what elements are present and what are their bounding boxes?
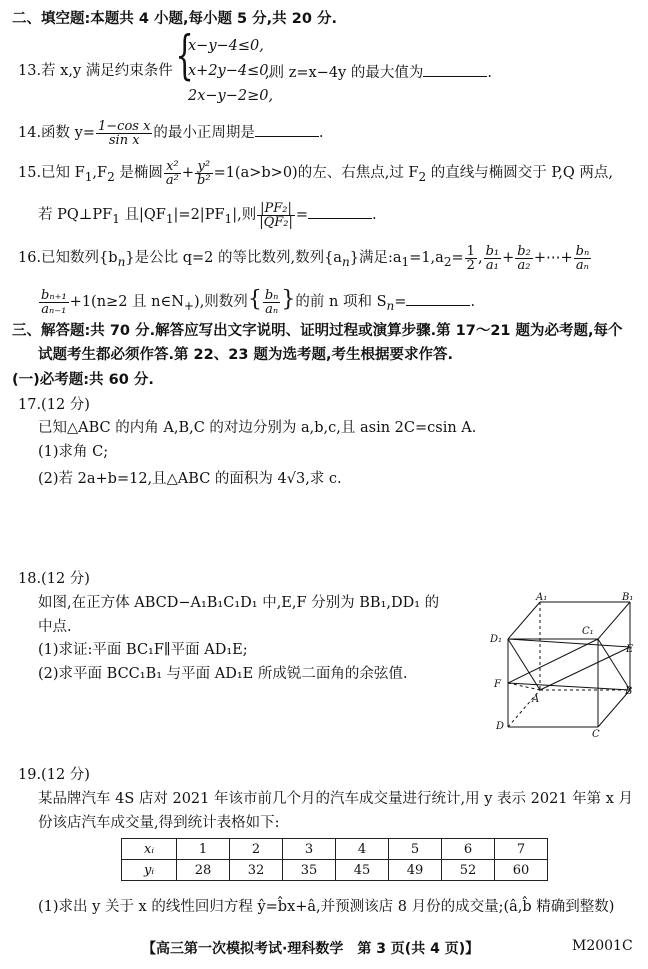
table-cell: 3 <box>283 839 336 860</box>
q17-stem: 已知△ABC 的内角 A,B,C 的对边分别为 a,b,c,且 asin 2C=csin A. <box>38 420 477 436</box>
q18-part-2: (2)求平面 BCC₁B₁ 与平面 AD₁E 所成锐二面角的余弦值. <box>38 666 408 682</box>
q19-data-table <box>121 838 548 881</box>
q13-lead: 13.若 x,y 满足约束条件 <box>18 63 173 79</box>
q19-part-1: (1)求出 y 关于 x 的线性回归方程 ŷ=b̂x+â,并预测该店 8 月份的成交量;(â,b̂ 精确到整数) <box>38 899 615 915</box>
section2-header: 二、填空题:本题共 4 小题,每小题 5 分,共 20 分. <box>12 11 337 27</box>
cube-figure <box>488 592 638 737</box>
q14-fraction: $\frac{\text{1−cos x}}{\text{sin x}}$ <box>98 118 151 148</box>
table-header-y: yᵢ <box>122 860 177 881</box>
table-cell: 2 <box>230 839 283 860</box>
table-cell: 7 <box>495 839 548 860</box>
q18-number: 18.(12 分) <box>18 571 90 587</box>
section3-header-1: 三、解答题:共 70 分.解答应写出文字说明、证明过程或演算步骤.第 17～21 题为必考题,每个 <box>12 323 623 339</box>
table-header-x: xᵢ <box>122 839 177 860</box>
q13-tail: ,则 z=x−4y 的最大值为 . <box>265 62 492 82</box>
table-cell: 60 <box>495 860 548 881</box>
q19-number: 19.(12 分) <box>18 767 90 783</box>
section3-header-2: 试题考生都必须作答.第 22、23 题为选考题,考生根据要求作答. <box>38 347 453 363</box>
q13-brace: { <box>175 26 194 86</box>
q15-line-2: 若 $PQ\perp PF_1$ 且$|QF_1|=2|PF_1|$,则 $\frac{\text{|PF₂|}}{\text{|QF₂|}}$ = . <box>38 200 377 230</box>
q18-stem-1: 如图,在正方体 ABCD−A₁B₁C₁D₁ 中,E,F 分别为 BB₁,DD₁ 的 <box>38 595 440 611</box>
answer-blank <box>308 204 372 219</box>
label-a1: A₁ <box>536 592 548 603</box>
q13-constraint-2: x+2y−4≤0, <box>188 63 274 79</box>
q16-line-1: 16.已知数列$\{b_n\}$是公比 q=2 的等比数列,数列$\{a_n\}$满足$:a_1=1,a_2=$ $\frac{1}{2}$ , $\frac{\text{b₁}}{\text{a₁}}$ + $\frac{\text{b₂}}{\text{a₂}}$ +⋯+ $\frac{\text{bₙ}}{\text{aₙ}}$ <box>18 243 590 273</box>
q13-constraint-1: x−y−4≤0, <box>188 38 264 54</box>
table-cell: 4 <box>336 839 389 860</box>
answer-blank <box>423 62 487 77</box>
label-f: F <box>494 679 501 690</box>
table-cell: 28 <box>177 860 230 881</box>
q15-line-1: 15.已知 $F_1,F_2$ 是椭圆 $\frac{\text{x²}}{\text{a²}}$ + $\frac{\text{y²}}{\text{b²}}$ =1(a>b>0)的左、右焦点,过 $F_2$ 的直线与椭圆交于 P,Q 两点, <box>18 158 613 188</box>
table-cell: 5 <box>389 839 442 860</box>
label-d: D <box>496 721 505 732</box>
q19-stem-1: 某品牌汽车 4S 店对 2021 年该市前几个月的汽车成交量进行统计,用 y 表示 2021 年第 x 月 <box>38 791 634 807</box>
answer-blank <box>406 291 470 306</box>
q14-line: 14.函数 y= $\frac{\text{1−cos x}}{\text{sin x}}$ 的最小正周期是 . <box>18 118 324 148</box>
section3-subheader: (一)必考题:共 60 分. <box>12 372 154 388</box>
q16-line-2: $\frac{\text{bₙ₊₁}}{\text{aₙ₋₁}}$ +1(n≥2 且 $n\in N_+$),则数列{ $\frac{\text{bₙ}}{\text{aₙ}}$ }的前 n 项和 $S_n=$ . <box>41 287 476 317</box>
paper-code: M2001C <box>572 938 633 954</box>
q18-stem-2: 中点. <box>38 619 72 635</box>
label-d1: D₁ <box>490 634 503 645</box>
label-a: A <box>532 694 540 705</box>
page-footer: 【高三第一次模拟考试·理科数学 第 3 页(共 4 页)】 <box>142 941 480 957</box>
label-c1: C₁ <box>582 626 594 637</box>
label-c: C <box>592 729 600 737</box>
table-cell: 45 <box>336 860 389 881</box>
table-row-y <box>122 860 548 881</box>
table-cell: 35 <box>283 860 336 881</box>
answer-blank <box>255 122 319 137</box>
table-cell: 49 <box>389 860 442 881</box>
q19-stem-2: 份该店汽车成交量,得到统计表格如下: <box>38 815 280 831</box>
q17-number: 17.(12 分) <box>18 397 90 413</box>
table-cell: 6 <box>442 839 495 860</box>
table-row-x <box>122 839 548 860</box>
label-b1: B₁ <box>622 592 634 603</box>
table-cell: 32 <box>230 860 283 881</box>
label-e: E <box>626 644 634 655</box>
table-cell: 1 <box>177 839 230 860</box>
q17-part-2: (2)若 2a+b=12,且△ABC 的面积为 4√3,求 c. <box>38 471 342 487</box>
label-b: B <box>625 686 633 697</box>
q17-part-1: (1)求角 C; <box>38 444 109 460</box>
table-cell: 52 <box>442 860 495 881</box>
q18-part-1: (1)求证:平面 BC₁F∥平面 AD₁E; <box>38 642 248 658</box>
q13-constraint-3: 2x−y−2≥0, <box>188 88 274 104</box>
